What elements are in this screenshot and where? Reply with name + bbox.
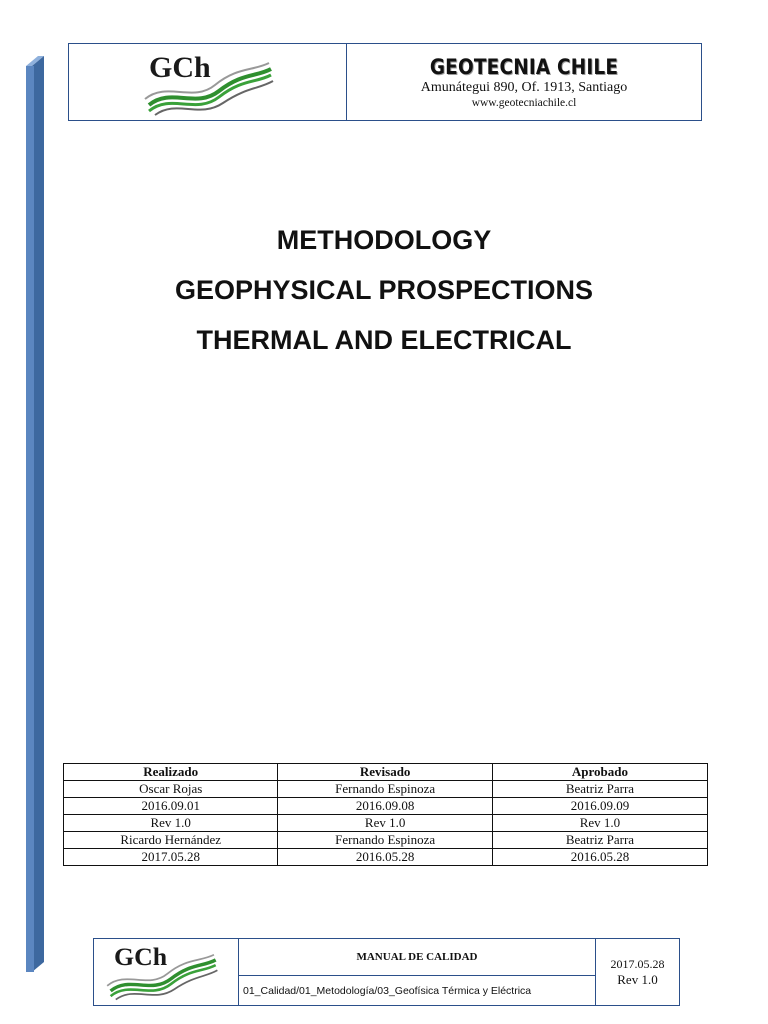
footer-middle-cell [239,939,596,1005]
table-cell: Rev 1.0 [492,815,707,832]
title-line-3: THERMAL AND ELECTRICAL [196,325,572,355]
table-cell: 2016.09.08 [278,798,492,815]
table-row [64,781,708,798]
file-path: 01_Calidad/01_Metodología/03_Geofísica Térmica y Eléctrica [243,985,532,997]
approval-table [63,763,708,866]
column-header: Revisado [278,764,492,781]
company-website: www.geotecniachile.cl [471,97,577,109]
table-cell: 2016.09.09 [492,798,707,815]
document-header [68,43,702,121]
header-logo-cell [69,44,347,120]
footer-logo-text: GCh [114,942,168,972]
footer-date: 2017.05.28 [610,957,665,971]
table-header-row [64,764,708,781]
column-header: Aprobado [492,764,707,781]
table-cell: 2016.05.28 [492,849,707,866]
footer-logo-cell [94,939,239,1005]
table-cell: Fernando Espinoza [278,781,492,798]
table-cell: Oscar Rojas [64,781,278,798]
title-line-1: METHODOLOGY [276,225,492,255]
company-name: GEOTECNIA CHILE [429,55,619,79]
table-cell: Ricardo Hernández [64,832,278,849]
side-bar-decoration [26,56,44,972]
company-address: Amunátegui 890, Of. 1913, Santiago [420,80,628,95]
table-row [64,798,708,815]
table-cell: Fernando Espinoza [278,832,492,849]
table-cell: Beatriz Parra [492,781,707,798]
table-cell: 2017.05.28 [64,849,278,866]
document-title [0,224,768,374]
table-cell: 2016.05.28 [278,849,492,866]
table-row [64,849,708,866]
header-info-cell [347,44,701,120]
column-header: Realizado [64,764,278,781]
footer-revision: Rev 1.0 [617,972,658,987]
table-cell: Beatriz Parra [492,832,707,849]
table-row [64,832,708,849]
footer-company-logo [100,941,228,1003]
title-line-2: GEOPHYSICAL PROSPECTIONS [174,275,594,305]
logo-text: GCh [149,51,211,84]
manual-title: MANUAL DE CALIDAD [239,939,595,976]
table-cell: 2016.09.01 [64,798,278,815]
table-cell: Rev 1.0 [278,815,492,832]
document-footer [93,938,680,1006]
company-logo [141,47,281,119]
footer-revision-cell [596,939,679,1005]
table-row [64,815,708,832]
table-cell: Rev 1.0 [64,815,278,832]
